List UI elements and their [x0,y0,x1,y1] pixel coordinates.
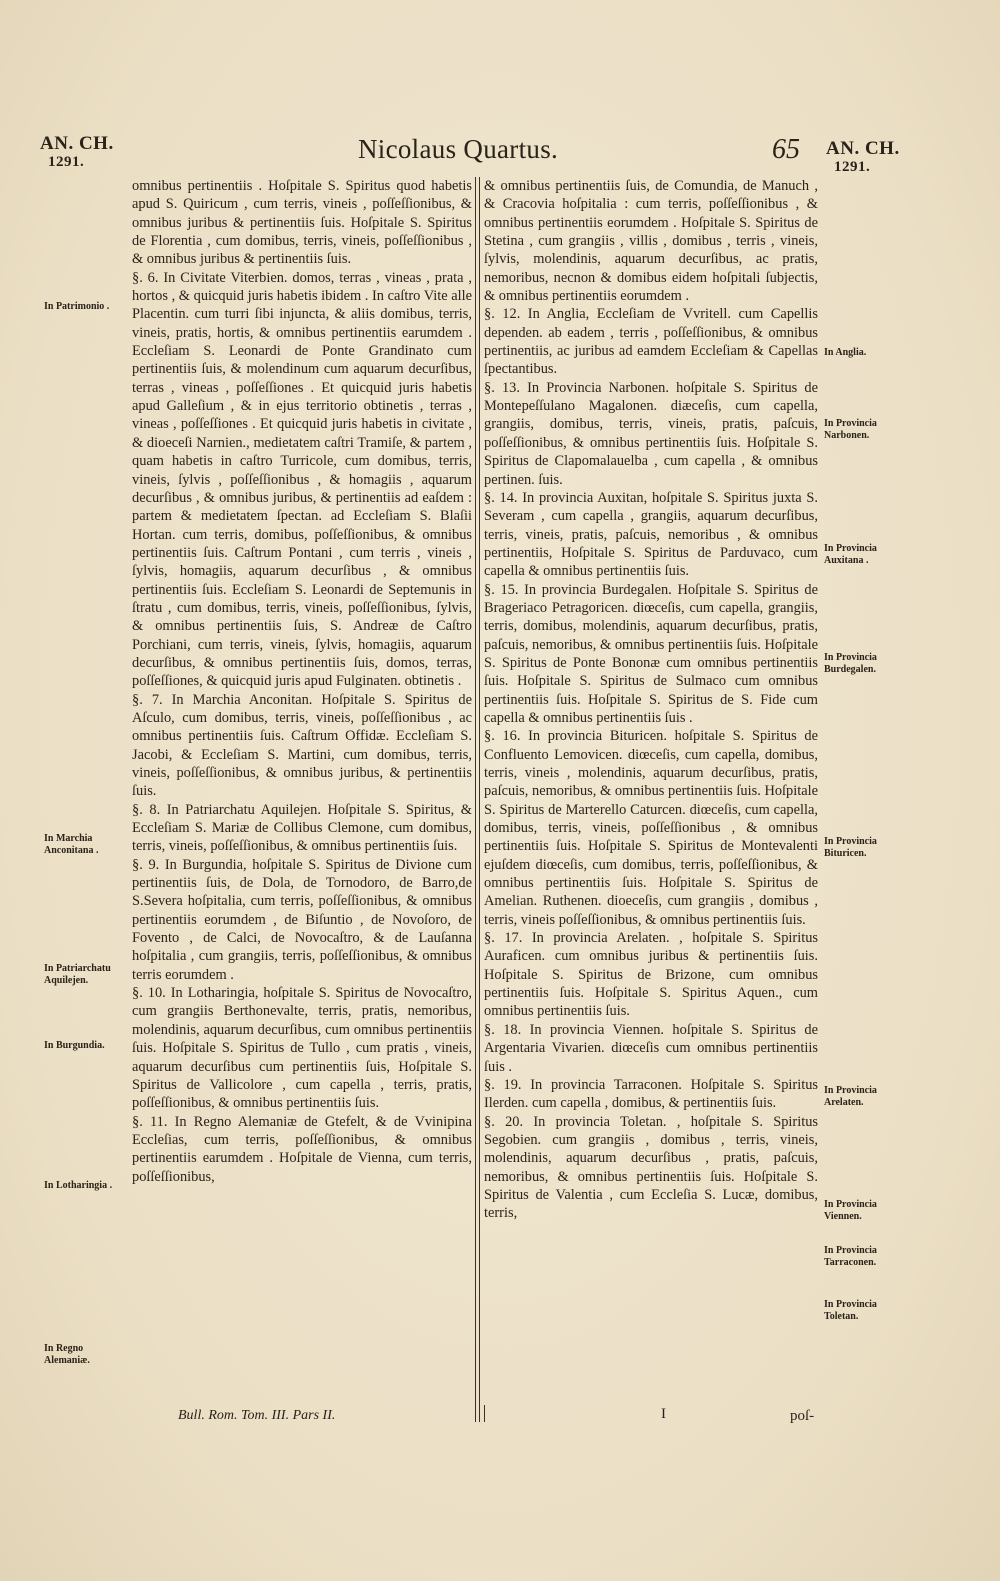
column-rule [484,1405,485,1422]
margin-note: In Marchia Anconitana . [44,833,99,856]
paragraph-section-14: §. 14. In provincia Auxitan, hoſpitale S. Spiritus juxta S. Severam , cum capella , grangiis, aquarum decurſibus, terris, vineis, pratis, paſcuis, nemoribus , & omnibus pertinentiis, Hoſpitale S. Spiritus de Parduvaco, cum capella & omnibus pertinentiis ſuis. [484,489,818,580]
text-column-left [132,177,472,1186]
paragraph-section-17: §. 17. In provincia Arelaten. , hoſpitale S. Spiritus Auraficen. cum omnibus juribus & pertinentiis ſuis. Hoſpitale S. Spiritus de Brizone, cum omnibus pertinentiis ſuis. Hoſpitale S. Spiritus Aquen., cum omnibus pertinentiis ſuis. [484,930,818,1020]
catchword: poſ- [790,1408,815,1424]
paragraph-section-12: §. 12. In Anglia, Eccleſiam de Vvritell. cum Capellis dependen. ab eadem , terris , poſſeſſionibus, & omnibus pertinentiis, ac juribus ad eamdem Eccleſiam & Capellas ſpectantibus. [484,306,818,378]
paragraph-section-13: §. 13. In Provincia Narbonen. hoſpitale S. Spiritus de Montepeſſulano Magalonen. diæceſis, cum capella, grangiis, domibus, terris, vineis, pratis, paſcuis, poſſeſſionibus, & omnibus pertinentiis ſuis. Hoſpitale S. Spiritus de Clapomalauelba , cum capella , & omnibus pertinen. ſuis. [484,379,818,488]
margin-note: In Lotharingia . [44,1180,113,1191]
margin-note: In Burgundia. [44,1040,105,1051]
volume-signature: Bull. Rom. Tom. III. Pars II. [178,1408,336,1423]
page-number: 65 [772,134,800,165]
column-rule [479,177,480,1422]
paragraph-section-16: §. 16. In provincia Bituricen. hoſpitale S. Spiritus de Confluento Lemovicen. diœceſis, cum capella, domibus, terris, vineis , molendinis, aquarum decurſibus, pratis, paſcuis, nemoribus, & omnibus pertinentiis ſuis. Hoſpitale S. Spiritus de Marterello Caturcen. diœceſis, cum capella, domibus, terris, vineis, poſſeſſionibus , & omnibus pertinentiis ſuis. Hoſpitale S. Spiritus de Montevalenti ejuſdem diœceſis, cum domibus, terris, poſſeſſionibus, & omnibus pertinentiis ſuis. Hoſpitale S. Spiritus de Amelian. Ruthenen. dioeceſis, cum grangiis , domibus , terris, vineis poſſeſſionibus, & omnibus pertinentiis ſuis. [484,728,818,928]
text-column-right [484,177,818,1223]
year-heading-right [826,139,900,177]
paragraph-section-18: §. 18. In provincia Viennen. hoſpitale S. Spiritus de Argentaria Vivarien. diœceſis cum omnibus pertinentiis ſuis . [484,1021,818,1075]
margin-note: In Provincia Toletan. [824,1299,877,1322]
running-title: Nicolaus Quartus. [358,134,559,164]
margin-note: In Provincia Tarraconen. [824,1245,877,1268]
paragraph-section-19: §. 19. In provincia Tarraconen. Hoſpitale S. Spiritus Ilerden. cum capella , domibus, & pertinentiis ſuis. [484,1076,818,1112]
margin-note: In Provincia Burdegalen. [824,652,877,675]
margin-note: In Patrimonio . [44,301,110,312]
paragraph-section-10: §. 10. In Lotharingia, hoſpitale S. Spiritus de Novocaſtro, cum grangiis Berthonevalte, terris, pratis, nemoribus, molendinis, aquarum decurſibus, cum omnibus pertinentiis ſuis. Hoſpitale S. Spiritus de Tullo , cum pratis , vineis, aquarum decurſibus cum pertinentiis ſuis, Hoſpitale S. Spiritus de Vallicolore , cum capella , terris, pratis, poſſeſſionibus, & omnibus pertinentiis ſuis. [132,985,472,1112]
paragraph-section-6: §. 6. In Civitate Viterbien. domos, terras , vineas , prata , hortos , & quicquid juris habetis ibidem . In caſtro Vite alle Placentin. cum turri ſibi injuncta, & aliis domibus, terris, vineis, pratis, hortis, & omnibus pertinentiis earumdem . Eccleſiam S. Leonardi de Ponte Grandinato cum pertinentiis ſuis, & molendinum cum aquarum decurſibus, terras , vineas , poſſeſſiones . Et quicquid juris habetis apud Galleſium , & in ejus territorio obtinetis , terras , vineas , poſſeſſiones . Et quicquid juris habetis in civitate , & dioeceſi Narnien., medietatem caſtri Tramiſe, & partem , quam habetis in caſtro Turricole, cum domibus, terris, vineis, ſylvis , poſſeſſionibus , & homagiis , aquarum decurſibus , & omnibus juribus, & pertinentiis ad eaſdem : partem & medietatem ſpectan. ad Eccleſiam S. Blaſii Hortan. cum terris, domibus, poſſeſſionibus, & omnibus pertinentiis ſuis. Caſtrum Pontani , cum terris , vineis , ſylvis, homagiis, aquarum decurſibus , & omnibus pertinentiis ſuis. Eccleſiam S. Leonardi de Septemunis in ſtratu , cum domibus, terris, vineis, poſſeſſionibus, ſylvis, & omnibus pertinentiis ſuis, S. Andreæ de Caſtro Porchiani, cum terris, vineis, ſylvis, homagiis, aquarum decurſibus, & omnibus pertinentiis ſuis, domos, terras, poſſeſſiones, & quicquid juris apud Fulginaten. obtinetis . [132,269,472,690]
margin-note: In Provincia Bituricen. [824,836,877,859]
margin-note: In Provincia Auxitana . [824,543,877,566]
anno-christi-label: AN. CH. [826,138,900,159]
paragraph-section-15: §. 15. In provincia Burdegalen. Hoſpitale S. Spiritus de Brageriaco Petragoricen. diœceſis, cum capella, grangiis, terris, domibus, molendinis, aquarum decurſibus, pratis, paſcuis, nemoribus, & omnibus pertinentiis ſuis. Hoſpitale S. Spiritus de Ponte Bononæ cum omnibus pertinentiis ſuis. Hoſpitale S. Spiritus de Sulmaco cum omnibus pertinentiis ſuis. Hoſpitale S. Spiritus de S. Fide cum capella & omnibus pertinentiis ſuis . [484,581,818,726]
year-label: 1291. [48,154,85,170]
column-rule [475,177,476,1422]
margin-note: In Provincia Arelaten. [824,1085,877,1108]
margin-note: In Provincia Viennen. [824,1199,877,1222]
anno-christi-label: AN. CH. [40,133,114,154]
paragraph-section-7: §. 7. In Marchia Anconitan. Hoſpitale S. Spiritus de Aſculo, cum domibus, terris, vineis, poſſeſſionibus , ac omnibus pertinentiis ſuis. Caſtrum Offidæ. Eccleſiam S. Jacobi, & Eccleſiam S. Martini, cum domibus, terris, vineis, poſſeſſionibus, & omnibus juribus, & pertinentiis ſuis. [132,691,472,800]
paragraph: & omnibus pertinentiis ſuis, de Comundia, de Manuch , & Cracovia hoſpitalia : cum terris, poſſeſſionibus , & omnibus pertinentiis eorumdem . Hoſpitale S. Spiritus de Stetina , cum grangiis , villis , domibus , terris , vineis, ſylvis, molendinis, aquarum decurſibus, ac pratis, nemoribus, necnon & domibus eidem hoſpitali ſubjectis, & omnibus pertinentiis eorumdem . [484,178,818,305]
margin-note: In Anglia. [824,347,867,358]
paragraph: omnibus pertinentiis . Hoſpitale S. Spiritus quod habetis apud S. Quiricum , cum terris, vineis , poſſeſſionibus, & omnibus juribus & pertinentiis ſuis. Hoſpitale S. Spiritus de Florentia , cum domibus, terris, vineis, poſſeſſionibus , & omnibus juribus & pertinentiis ſuis. [132,178,472,268]
paragraph-section-9: §. 9. In Burgundia, hoſpitale S. Spiritus de Divione cum pertinentiis ſuis, de Dola, de Tornodoro, de Barro,de S.Severa hoſpitalia, cum terris, poſſeſſionibus, & omnibus pertinentiis eorumdem , de Biſuntio , de Novoſoro, de Fovento , de Calci, de Novocaſtro, & de Lauſanna hoſpitalia , cum grangiis, terris, poſſeſſionibus, & omnibus terris eorumdem . [132,856,472,983]
paragraph-section-20: §. 20. In provincia Toletan. , hoſpitale S. Spiritus Segobien. cum grangiis , domibus , terris, vineis, molendinis, aquarum decurſibus , pratis, paſcuis, nemoribus, & omnibus pertinentiis ſuis. Hoſpitale S. Spiritus de Valentia , cum Eccleſia S. Lucæ, domibus, terris, [484,1113,818,1222]
paragraph-section-11: §. 11. In Regno Alemaniæ de Gtefelt, & de Vvinipina Eccleſias, cum terris, poſſeſſionibus, & omnibus pertinentiis earumdem . Hoſpitale de Vienna, cum terris, poſſeſſionibus, [132,1113,472,1185]
year-label: 1291. [834,159,871,175]
margin-note: In Provincia Narbonen. [824,418,877,441]
margin-note: In Regno Alemaniæ. [44,1343,90,1366]
year-heading-left [40,134,114,172]
signature-mark: I [661,1406,666,1422]
margin-note: In Patriarchatu Aquilejen. [44,963,111,986]
paragraph-section-8: §. 8. In Patriarchatu Aquilejen. Hoſpitale S. Spiritus, & Eccleſiam S. Mariæ de Collibus Clemone, cum domibus, terris, vineis, poſſeſſionibus, & omnibus pertinentiis ſuis. [132,801,472,855]
